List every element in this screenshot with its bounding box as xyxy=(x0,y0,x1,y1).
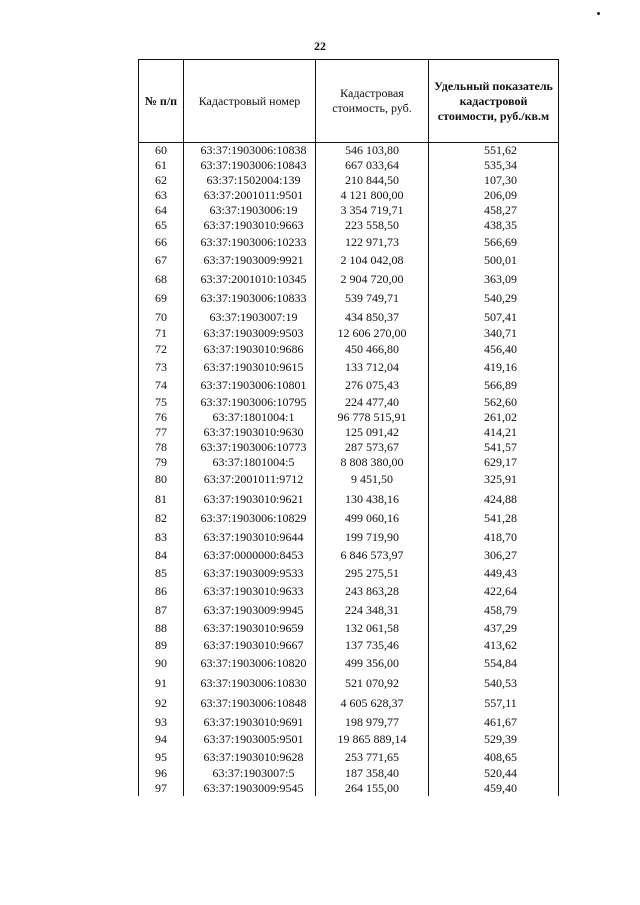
cadastral-number: 63:37:1903006:10801 xyxy=(184,376,316,394)
cadastral-cost: 224 477,40 xyxy=(316,394,429,409)
header-num: № п/п xyxy=(139,60,184,143)
specific-indicator: 325,91 xyxy=(429,470,559,488)
cadastral-number: 63:37:1903006:10829 xyxy=(184,509,316,527)
specific-indicator: 438,35 xyxy=(429,217,559,233)
cadastral-cost: 19 865 889,14 xyxy=(316,730,429,748)
row-number: 81 xyxy=(139,488,184,509)
cadastral-cost: 667 033,64 xyxy=(316,157,429,172)
table-row xyxy=(139,409,559,424)
table-row xyxy=(139,439,559,454)
cadastral-number: 63:37:1903007:19 xyxy=(184,308,316,325)
specific-indicator: 413,62 xyxy=(429,636,559,653)
cadastral-number: 63:37:2001010:10345 xyxy=(184,269,316,288)
cadastral-number: 63:37:2001011:9501 xyxy=(184,187,316,202)
row-number: 96 xyxy=(139,765,184,780)
cadastral-cost: 224 348,31 xyxy=(316,600,429,619)
row-number: 62 xyxy=(139,172,184,187)
specific-indicator: 540,53 xyxy=(429,673,559,693)
cadastral-number: 63:37:1903006:10820 xyxy=(184,653,316,673)
specific-indicator: 520,44 xyxy=(429,765,559,780)
table-row xyxy=(139,233,559,251)
specific-indicator: 541,28 xyxy=(429,509,559,527)
row-number: 82 xyxy=(139,509,184,527)
table-row xyxy=(139,172,559,187)
table-row xyxy=(139,325,559,340)
specific-indicator: 551,62 xyxy=(429,143,559,158)
table-row xyxy=(139,454,559,470)
cadastral-cost: 450 466,80 xyxy=(316,340,429,358)
table-row xyxy=(139,394,559,409)
table-row xyxy=(139,187,559,202)
table-row xyxy=(139,157,559,172)
row-number: 70 xyxy=(139,308,184,325)
cadastral-number: 63:37:1903006:10233 xyxy=(184,233,316,251)
row-number: 63 xyxy=(139,187,184,202)
cadastral-cost: 137 735,46 xyxy=(316,636,429,653)
cadastral-table xyxy=(138,59,559,796)
table-row xyxy=(139,217,559,233)
specific-indicator: 459,40 xyxy=(429,780,559,796)
cadastral-number: 63:37:1903010:9615 xyxy=(184,358,316,376)
cadastral-cost: 4 121 800,00 xyxy=(316,187,429,202)
specific-indicator: 408,65 xyxy=(429,748,559,765)
cadastral-number: 63:37:1903006:10830 xyxy=(184,673,316,693)
table-row xyxy=(139,269,559,288)
cadastral-cost: 12 606 270,00 xyxy=(316,325,429,340)
cadastral-number: 63:37:1903009:9503 xyxy=(184,325,316,340)
row-number: 67 xyxy=(139,251,184,269)
table-row xyxy=(139,509,559,527)
cadastral-number: 63:37:1903010:9686 xyxy=(184,340,316,358)
specific-indicator: 261,02 xyxy=(429,409,559,424)
table-row xyxy=(139,424,559,439)
cadastral-number: 63:37:1903010:9621 xyxy=(184,488,316,509)
cadastral-cost: 2 104 042,08 xyxy=(316,251,429,269)
cadastral-number: 63:37:1903007:5 xyxy=(184,765,316,780)
cadastral-number: 63:37:1903009:9533 xyxy=(184,564,316,581)
cadastral-cost: 6 846 573,97 xyxy=(316,546,429,564)
row-number: 65 xyxy=(139,217,184,233)
row-number: 64 xyxy=(139,202,184,217)
specific-indicator: 107,30 xyxy=(429,172,559,187)
row-number: 84 xyxy=(139,546,184,564)
specific-indicator: 529,39 xyxy=(429,730,559,748)
row-number: 76 xyxy=(139,409,184,424)
cadastral-cost: 122 971,73 xyxy=(316,233,429,251)
specific-indicator: 566,89 xyxy=(429,376,559,394)
cadastral-cost: 2 904 720,00 xyxy=(316,269,429,288)
specific-indicator: 340,71 xyxy=(429,325,559,340)
cadastral-cost: 499 356,00 xyxy=(316,653,429,673)
cadastral-cost: 132 061,58 xyxy=(316,619,429,636)
specific-indicator: 418,70 xyxy=(429,527,559,546)
row-number: 74 xyxy=(139,376,184,394)
specific-indicator: 306,27 xyxy=(429,546,559,564)
cadastral-cost: 133 712,04 xyxy=(316,358,429,376)
cadastral-number: 63:37:1903010:9667 xyxy=(184,636,316,653)
cadastral-number: 63:37:0000000:8453 xyxy=(184,546,316,564)
row-number: 85 xyxy=(139,564,184,581)
cadastral-number: 63:37:1903006:10848 xyxy=(184,693,316,713)
page-number: 22 xyxy=(314,39,326,53)
cadastral-cost: 521 070,92 xyxy=(316,673,429,693)
specific-indicator: 540,29 xyxy=(429,288,559,308)
specific-indicator: 422,64 xyxy=(429,581,559,600)
table-row xyxy=(139,376,559,394)
table-row xyxy=(139,143,559,158)
row-number: 83 xyxy=(139,527,184,546)
cadastral-number: 63:37:1502004:139 xyxy=(184,172,316,187)
cadastral-number: 63:37:1903010:9630 xyxy=(184,424,316,439)
cadastral-number: 63:37:1903010:9633 xyxy=(184,581,316,600)
cadastral-number: 63:37:1903010:9691 xyxy=(184,713,316,730)
row-number: 73 xyxy=(139,358,184,376)
specific-indicator: 535,34 xyxy=(429,157,559,172)
header-cadastral-number: Кадастровый номер xyxy=(184,60,316,143)
cadastral-cost: 287 573,67 xyxy=(316,439,429,454)
cadastral-number: 63:37:1903006:19 xyxy=(184,202,316,217)
cadastral-number: 63:37:1801004:5 xyxy=(184,454,316,470)
header-specific-indicator: Удельный показатель кадастровой стоимости, руб./кв.м xyxy=(429,60,559,143)
table-row xyxy=(139,527,559,546)
cadastral-number: 63:37:2001011:9712 xyxy=(184,470,316,488)
scan-speck xyxy=(597,12,600,15)
row-number: 89 xyxy=(139,636,184,653)
row-number: 87 xyxy=(139,600,184,619)
row-number: 68 xyxy=(139,269,184,288)
table-row xyxy=(139,202,559,217)
cadastral-cost: 499 060,16 xyxy=(316,509,429,527)
cadastral-number: 63:37:1903005:9501 xyxy=(184,730,316,748)
table-row xyxy=(139,780,559,796)
table-row xyxy=(139,358,559,376)
table-row xyxy=(139,564,559,581)
table-row xyxy=(139,340,559,358)
table-header-row xyxy=(139,60,559,143)
row-number: 86 xyxy=(139,581,184,600)
row-number: 93 xyxy=(139,713,184,730)
row-number: 95 xyxy=(139,748,184,765)
specific-indicator: 562,60 xyxy=(429,394,559,409)
cadastral-cost: 210 844,50 xyxy=(316,172,429,187)
cadastral-cost: 243 863,28 xyxy=(316,581,429,600)
table-row xyxy=(139,653,559,673)
cadastral-number: 63:37:1903009:9945 xyxy=(184,600,316,619)
specific-indicator: 437,29 xyxy=(429,619,559,636)
row-number: 71 xyxy=(139,325,184,340)
table-row xyxy=(139,581,559,600)
specific-indicator: 557,11 xyxy=(429,693,559,713)
specific-indicator: 566,69 xyxy=(429,233,559,251)
cadastral-number: 63:37:1903010:9659 xyxy=(184,619,316,636)
cadastral-cost: 264 155,00 xyxy=(316,780,429,796)
table-row xyxy=(139,251,559,269)
specific-indicator: 629,17 xyxy=(429,454,559,470)
row-number: 90 xyxy=(139,653,184,673)
specific-indicator: 456,40 xyxy=(429,340,559,358)
specific-indicator: 541,57 xyxy=(429,439,559,454)
table-row xyxy=(139,619,559,636)
cadastral-number: 63:37:1903006:10833 xyxy=(184,288,316,308)
row-number: 97 xyxy=(139,780,184,796)
row-number: 72 xyxy=(139,340,184,358)
specific-indicator: 414,21 xyxy=(429,424,559,439)
table-row xyxy=(139,600,559,619)
row-number: 60 xyxy=(139,143,184,158)
cadastral-cost: 546 103,80 xyxy=(316,143,429,158)
cadastral-number: 63:37:1903010:9644 xyxy=(184,527,316,546)
table-row xyxy=(139,488,559,509)
cadastral-cost: 253 771,65 xyxy=(316,748,429,765)
row-number: 94 xyxy=(139,730,184,748)
table-row xyxy=(139,470,559,488)
table-row xyxy=(139,730,559,748)
cadastral-cost: 8 808 380,00 xyxy=(316,454,429,470)
cadastral-number: 63:37:1903006:10838 xyxy=(184,143,316,158)
row-number: 66 xyxy=(139,233,184,251)
specific-indicator: 500,01 xyxy=(429,251,559,269)
specific-indicator: 419,16 xyxy=(429,358,559,376)
cadastral-number: 63:37:1903006:10795 xyxy=(184,394,316,409)
row-number: 80 xyxy=(139,470,184,488)
specific-indicator: 554,84 xyxy=(429,653,559,673)
table-row xyxy=(139,693,559,713)
row-number: 69 xyxy=(139,288,184,308)
row-number: 77 xyxy=(139,424,184,439)
cadastral-cost: 9 451,50 xyxy=(316,470,429,488)
cadastral-cost: 130 438,16 xyxy=(316,488,429,509)
specific-indicator: 458,27 xyxy=(429,202,559,217)
table-row xyxy=(139,765,559,780)
row-number: 91 xyxy=(139,673,184,693)
cadastral-cost: 96 778 515,91 xyxy=(316,409,429,424)
table-row xyxy=(139,748,559,765)
row-number: 92 xyxy=(139,693,184,713)
row-number: 78 xyxy=(139,439,184,454)
cadastral-number: 63:37:1903006:10773 xyxy=(184,439,316,454)
cadastral-cost: 125 091,42 xyxy=(316,424,429,439)
specific-indicator: 424,88 xyxy=(429,488,559,509)
table-row xyxy=(139,288,559,308)
cadastral-number: 63:37:1903010:9663 xyxy=(184,217,316,233)
specific-indicator: 363,09 xyxy=(429,269,559,288)
cadastral-number: 63:37:1903009:9921 xyxy=(184,251,316,269)
specific-indicator: 507,41 xyxy=(429,308,559,325)
specific-indicator: 449,43 xyxy=(429,564,559,581)
cadastral-number: 63:37:1903006:10843 xyxy=(184,157,316,172)
cadastral-cost: 3 354 719,71 xyxy=(316,202,429,217)
cadastral-cost: 276 075,43 xyxy=(316,376,429,394)
row-number: 79 xyxy=(139,454,184,470)
table-row xyxy=(139,673,559,693)
table-row xyxy=(139,713,559,730)
table-body xyxy=(139,143,559,797)
cadastral-number: 63:37:1903009:9545 xyxy=(184,780,316,796)
row-number: 75 xyxy=(139,394,184,409)
cadastral-cost: 199 719,90 xyxy=(316,527,429,546)
cadastral-number: 63:37:1801004:1 xyxy=(184,409,316,424)
specific-indicator: 206,09 xyxy=(429,187,559,202)
specific-indicator: 458,79 xyxy=(429,600,559,619)
cadastral-cost: 539 749,71 xyxy=(316,288,429,308)
row-number: 61 xyxy=(139,157,184,172)
table-row xyxy=(139,308,559,325)
header-cadastral-cost: Кадастровая стоимость, руб. xyxy=(316,60,429,143)
cadastral-cost: 187 358,40 xyxy=(316,765,429,780)
cadastral-cost: 4 605 628,37 xyxy=(316,693,429,713)
cadastral-cost: 434 850,37 xyxy=(316,308,429,325)
specific-indicator: 461,67 xyxy=(429,713,559,730)
row-number: 88 xyxy=(139,619,184,636)
table-row xyxy=(139,546,559,564)
cadastral-cost: 295 275,51 xyxy=(316,564,429,581)
cadastral-number: 63:37:1903010:9628 xyxy=(184,748,316,765)
table-row xyxy=(139,636,559,653)
cadastral-cost: 223 558,50 xyxy=(316,217,429,233)
cadastral-cost: 198 979,77 xyxy=(316,713,429,730)
